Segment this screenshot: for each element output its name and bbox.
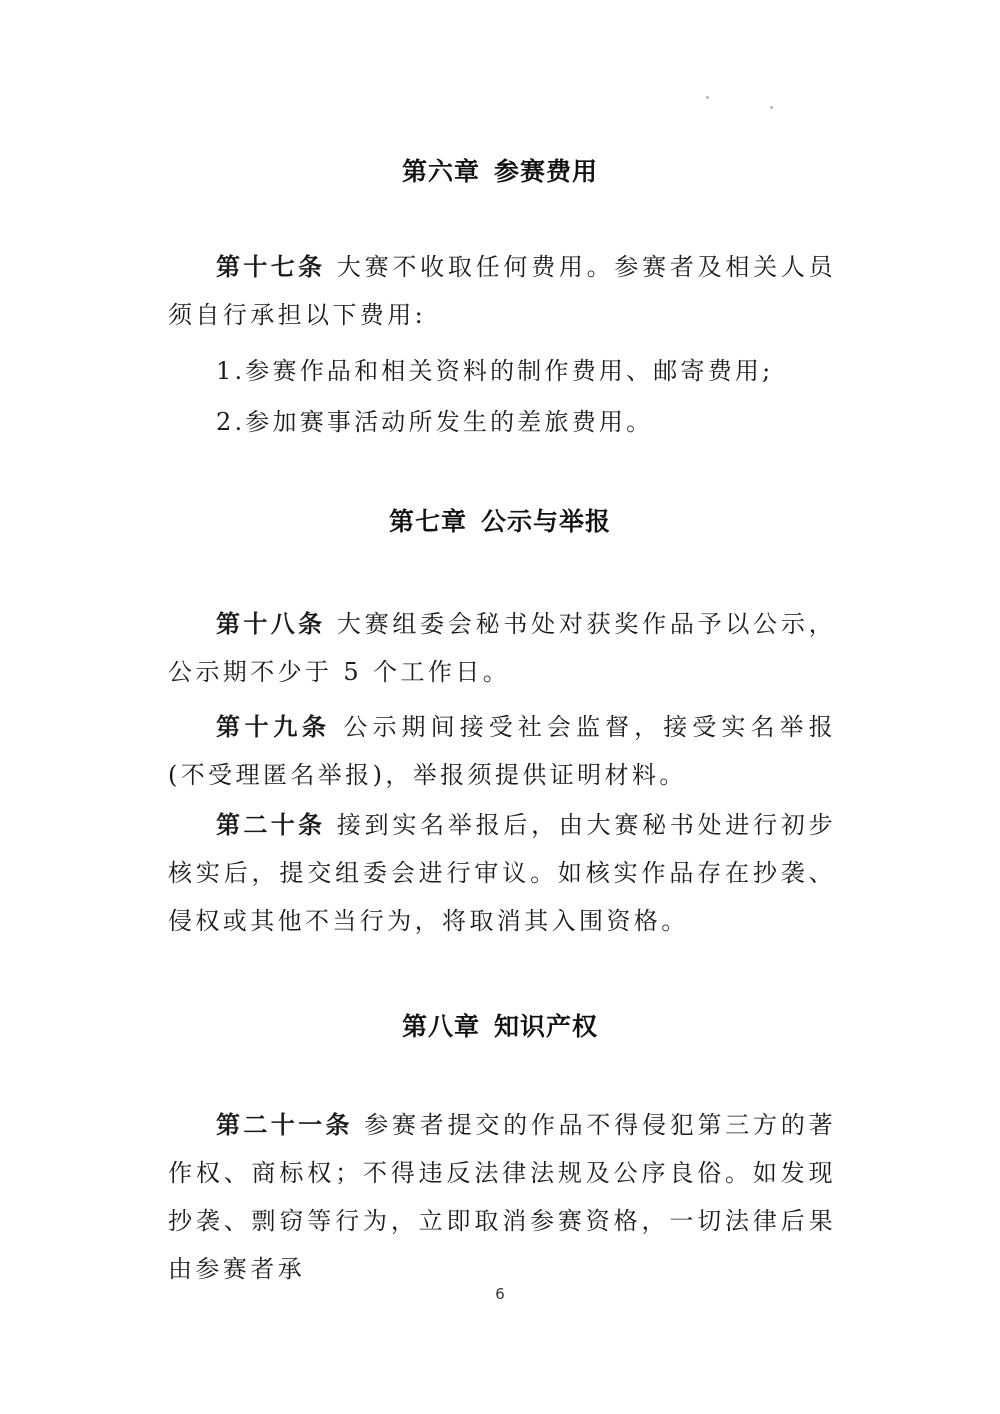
scan-speck — [706, 96, 709, 99]
article-label: 第二十一条 — [216, 1111, 353, 1139]
article-18 — [168, 600, 836, 696]
article-20 — [168, 801, 836, 945]
chapter-7-heading — [0, 502, 1000, 538]
scan-speck — [770, 106, 773, 109]
chapter-title: 公示与举报 — [481, 507, 612, 536]
article-text: 大赛不收取任何费用。参赛者及相关人员须自行承担以下费用: — [168, 253, 837, 329]
chapter-8-heading — [0, 1007, 1000, 1043]
chapter-6-heading — [0, 152, 1000, 188]
article-19 — [168, 703, 836, 799]
article-label: 第十八条 — [216, 610, 326, 638]
article-17-item-1: 1.参赛作品和相关资料的制作费用、邮寄费用; — [216, 357, 774, 385]
chapter-number: 第六章 — [401, 157, 480, 186]
article-text: 接到实名举报后，由大赛秘书处进行初步核实后，提交组委会进行审议。如核实作品存在抄袭、侵权或其他不当行为，将取消其入围资格。 — [168, 811, 837, 935]
article-17-item-2: 2.参加赛事活动所发生的差旅费用。 — [216, 408, 654, 436]
article-text: 公示期间接受社会监督，接受实名举报(不受理匿名举报)，举报须提供证明材料。 — [168, 713, 836, 789]
chapter-title: 参赛费用 — [494, 157, 599, 186]
chapter-number: 第七章 — [388, 507, 467, 536]
chapter-title: 知识产权 — [494, 1012, 599, 1041]
article-label: 第十九条 — [216, 713, 331, 741]
chapter-number: 第八章 — [401, 1012, 480, 1041]
page-number: 6 — [495, 1285, 505, 1303]
article-label: 第十七条 — [216, 253, 326, 281]
article-label: 第二十条 — [216, 811, 326, 839]
article-text: 参赛者提交的作品不得侵犯第三方的著作权、商标权；不得违反法律法规及公序良俗。如发现抄袭、剽窃等行为，立即取消参赛资格，一切法律后果由参赛者承 — [168, 1111, 836, 1283]
article-text: 大赛组委会秘书处对获奖作品予以公示，公示期不少于 5 个工作日。 — [168, 610, 837, 686]
article-21 — [168, 1101, 836, 1293]
article-17 — [168, 243, 836, 339]
